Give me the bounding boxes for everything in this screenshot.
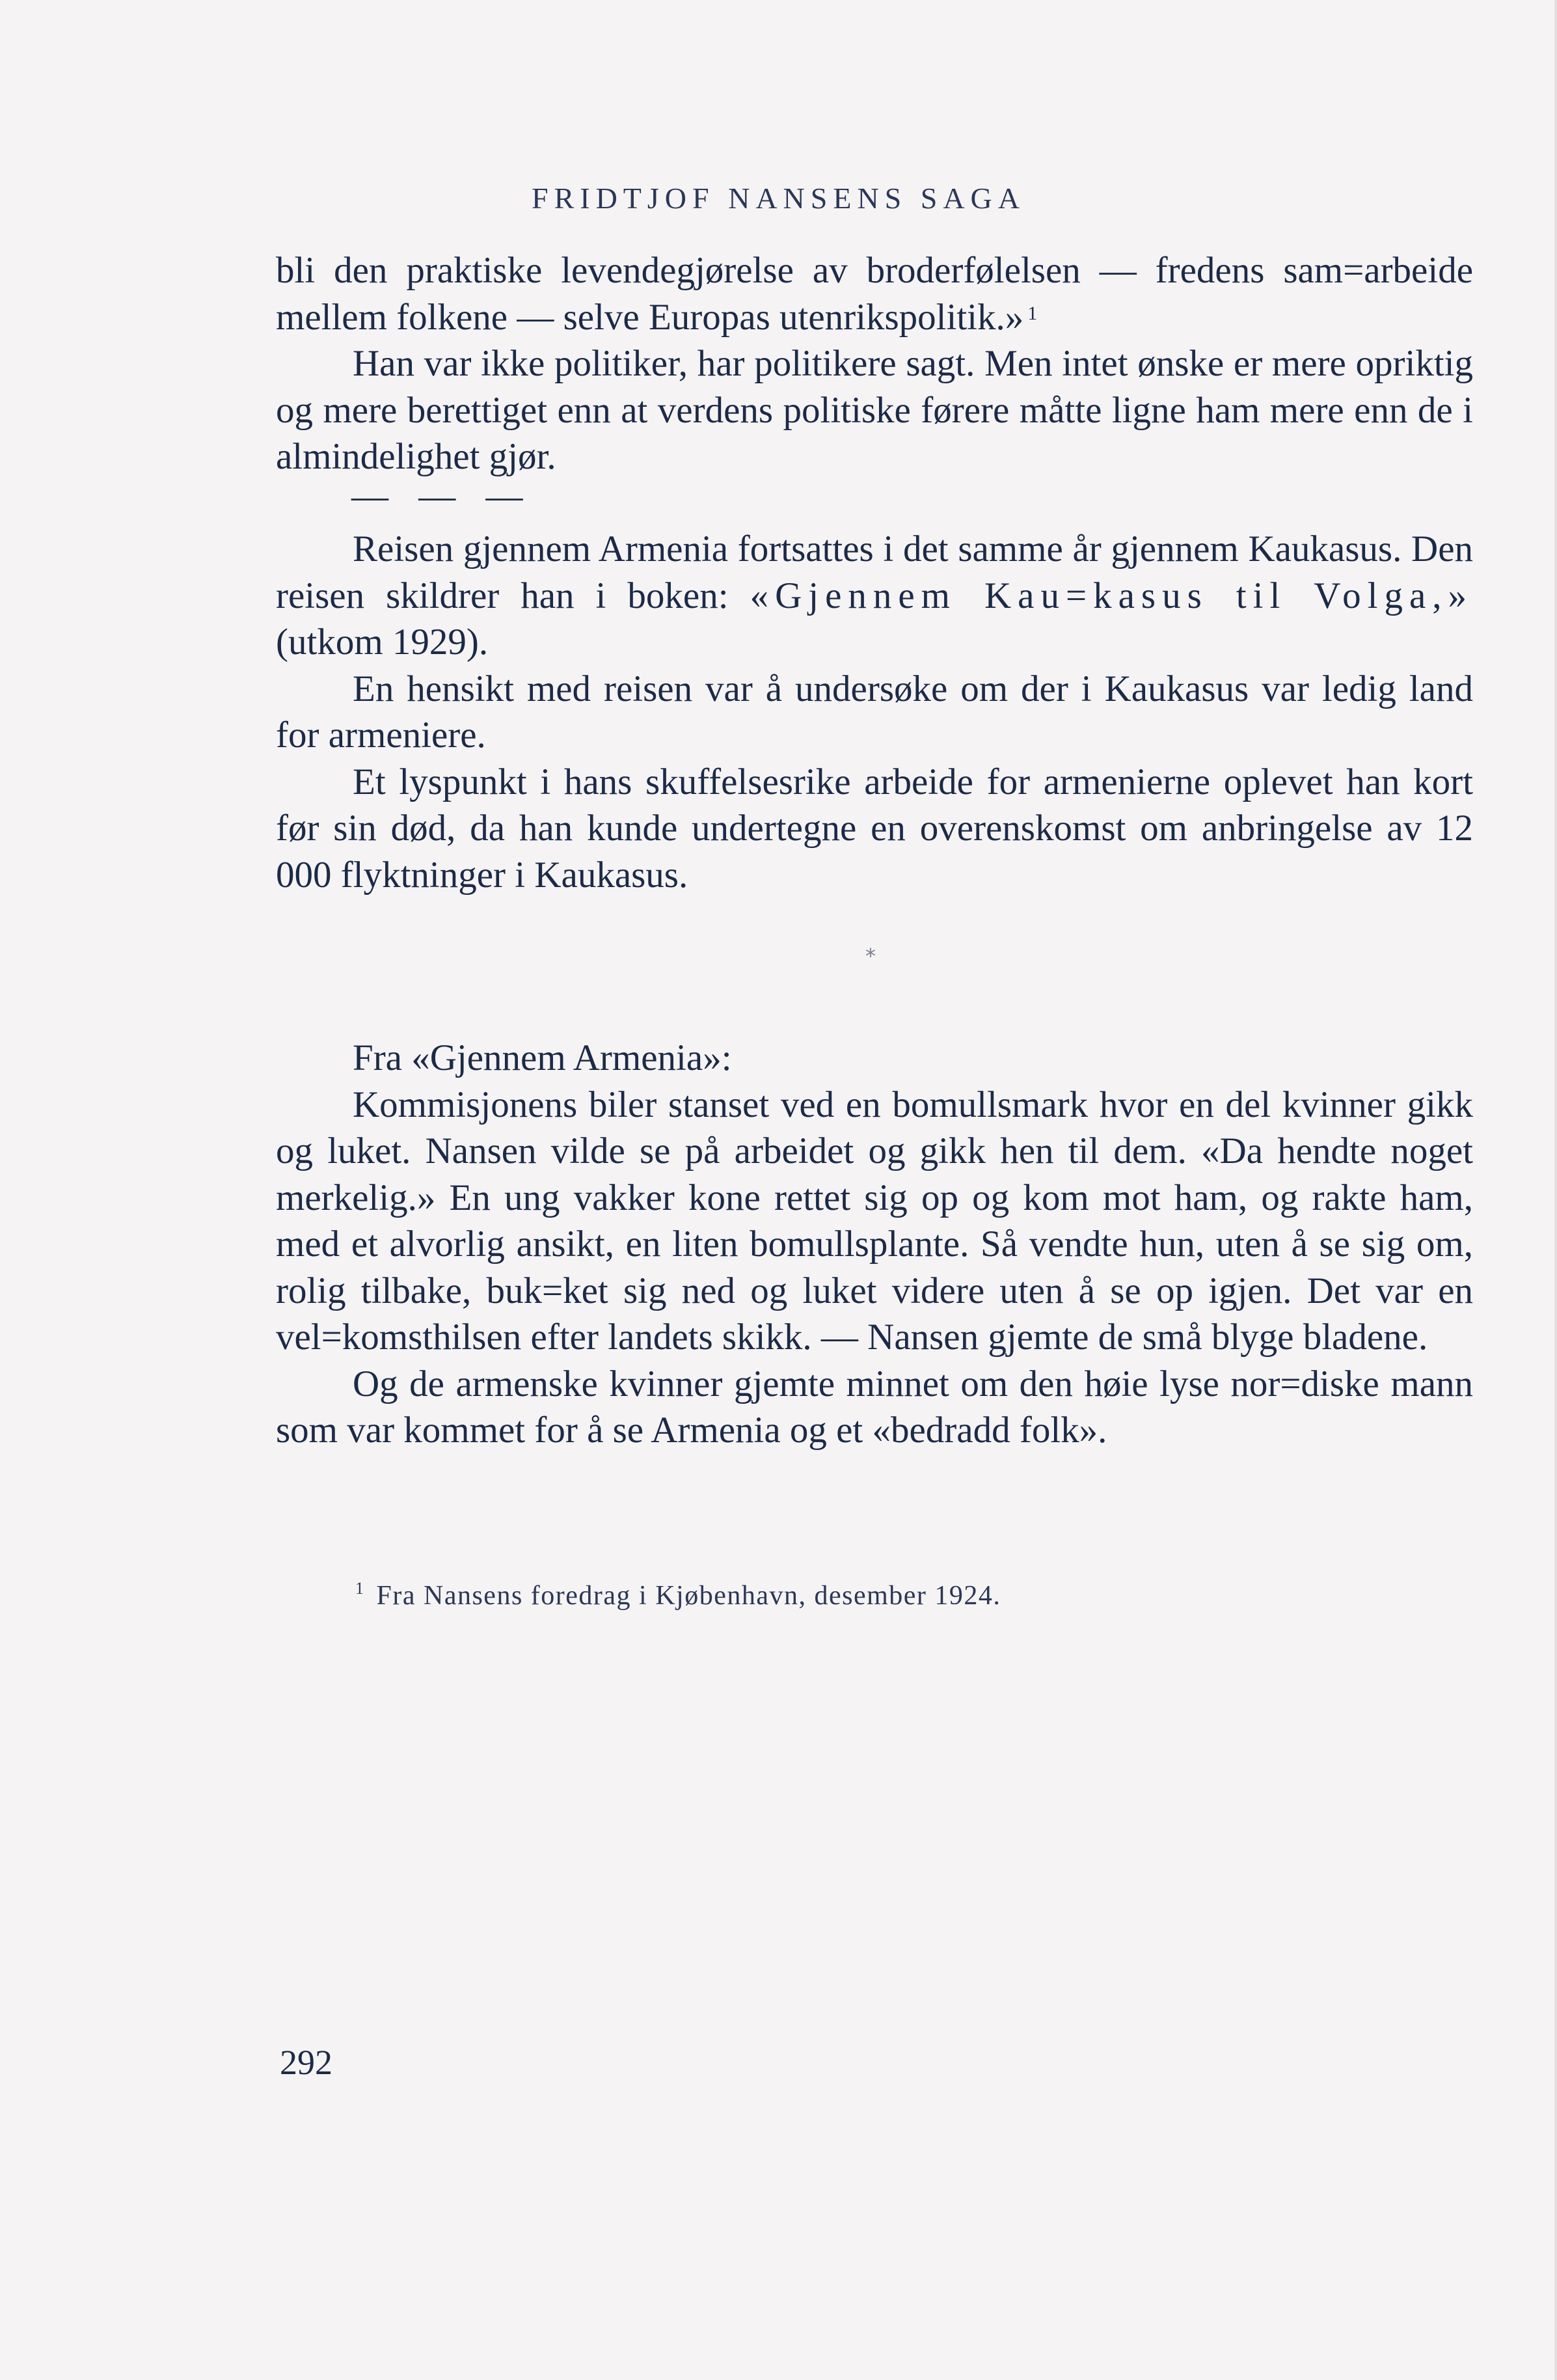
- section-3: [276, 1035, 1473, 1454]
- paragraph-text: (utkom 1929).: [276, 622, 489, 663]
- asterisk-ornament: *: [865, 944, 876, 968]
- paragraph: [276, 526, 1473, 666]
- footnote-text: Fra Nansens foredrag i Kjøbenhavn, desember 1924.: [376, 1581, 1001, 1611]
- page-number: 292: [280, 2043, 332, 2082]
- section-1: [276, 247, 1473, 480]
- paragraph-text: Reisen gjennem Armenia fortsattes i det samme år gjennem Kaukasus. Den reisen skildrer han i boken:: [276, 528, 1473, 616]
- book-title: «Gjennem Kau=kasus til Volga,»: [750, 575, 1473, 616]
- paragraph: Et lyspunkt i hans skuffelsesrike arbeide for armenierne oplevet han kort før sin død, da han kunde undertegne en overenskomst om anbringelse av 12 000 flyktninger i Kaukasus.: [276, 761, 1473, 896]
- section-2: [276, 526, 1473, 898]
- section-separator: — — —: [351, 476, 534, 517]
- footnote: [355, 1580, 1001, 1611]
- quote-intro: Fra «Gjennem Armenia»:: [353, 1037, 732, 1078]
- paragraph: En hensikt med reisen var å undersøke om der i Kaukasus var ledig land for armeniere.: [276, 668, 1473, 756]
- paragraph-text: bli den praktiske levendegjørelse av broderfølelsen — fredens sam=arbeide mellem folkene — selve Europas utenrikspolitik.»: [276, 250, 1473, 338]
- paragraph: Han var ikke politiker, har politikere sagt. Men intet ønske er mere opriktig og mere berettiget enn at verdens politiske førere måtte ligne ham mere enn de i almindelighet gjør.: [276, 343, 1473, 477]
- paragraph: Kommisjonens biler stanset ved en bomullsmark hvor en del kvinner gikk og luket. Nansen vilde se på arbeidet og gikk hen til dem. «Da hendte noget merkelig.» En ung vakker kone rettet sig op og kom mot ham, og rakte ham, med et alvorlig ansikt, en liten bomullsplante. Så vendte hun, uten å se sig om, rolig tilbake, buk=ket sig ned og luket videre uten å se op igjen. Det var en vel=komsthilsen efter landets skikk. — Nansen gjemte de små blyge bladene.: [276, 1084, 1473, 1358]
- paragraph: Og de armenske kvinner gjemte minnet om den høie lyse nor=diske mann som var kommet for å se Armenia og et «bedradd folk».: [276, 1363, 1473, 1451]
- running-head: FRIDTJOF NANSENS SAGA: [532, 182, 1025, 215]
- footnote-reference: 1: [1027, 302, 1038, 324]
- footnote-mark: 1: [355, 1579, 365, 1598]
- paragraph: [276, 247, 1473, 340]
